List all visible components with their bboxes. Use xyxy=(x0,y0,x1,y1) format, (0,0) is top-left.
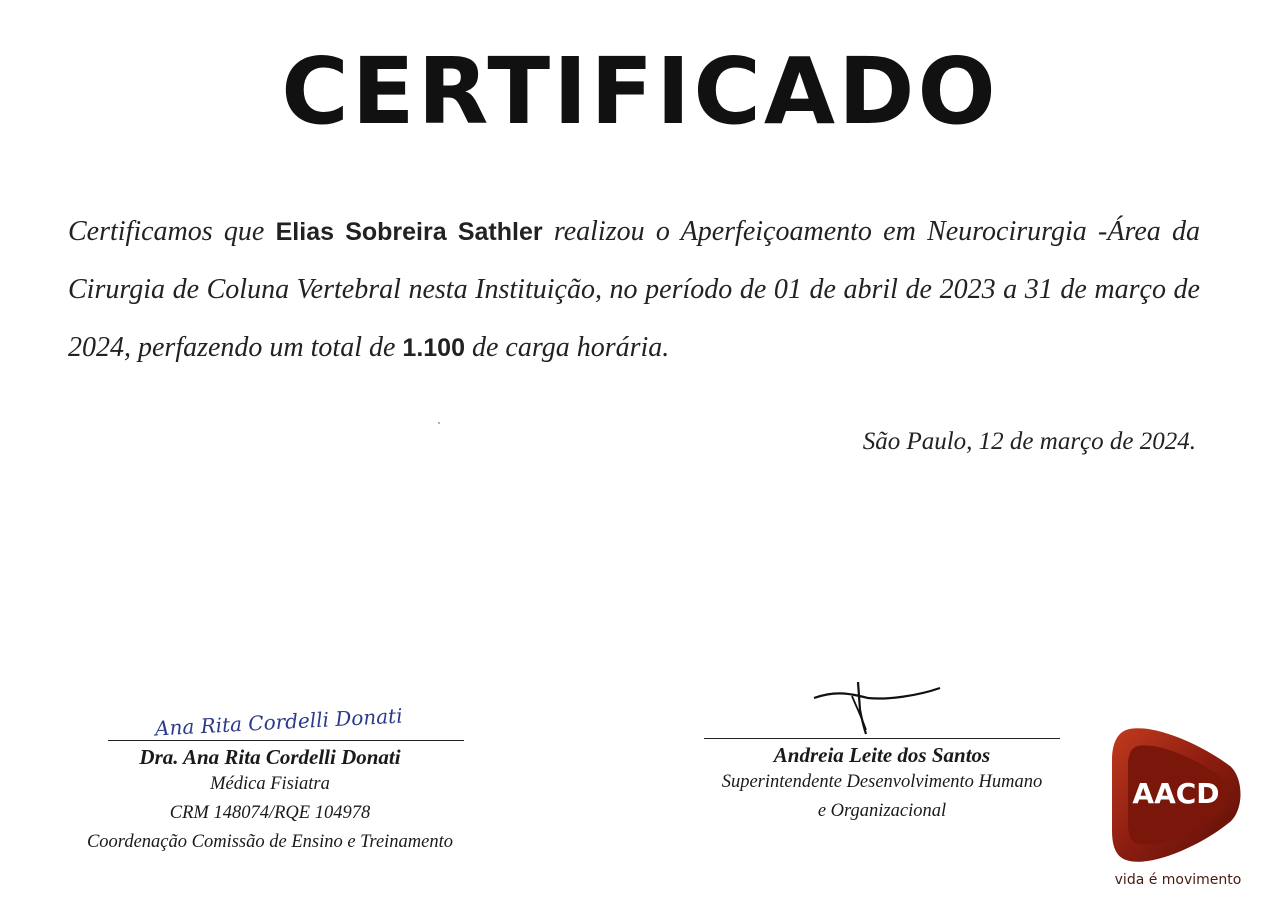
signer-department-left: Coordenação Comissão de Ensino e Treinamento xyxy=(86,832,454,852)
signer-name-left: Dra. Ana Rita Cordelli Donati xyxy=(139,745,401,769)
hours-value: 1.100 xyxy=(402,334,465,362)
signatory-right xyxy=(672,676,1092,826)
signature-line-left xyxy=(108,740,464,741)
logo-text: AACD xyxy=(1132,777,1220,810)
aacd-logo xyxy=(1108,722,1248,892)
place-date: São Paulo, 12 de março de 2024. xyxy=(862,428,1196,455)
handwritten-signature-right xyxy=(672,676,1092,738)
signatory-left xyxy=(60,700,480,857)
signer-title-right-cont: e Organizacional xyxy=(817,801,947,821)
body-intro: Certificamos que xyxy=(68,216,276,247)
speck xyxy=(438,422,440,424)
logo-tagline: vida é movimento xyxy=(1114,872,1242,888)
signer-registration-left: CRM 148074/RQE 104978 xyxy=(169,803,371,823)
signature-line-right xyxy=(704,738,1060,739)
recipient-name: Elias Sobreira Sathler xyxy=(275,218,543,246)
signer-name-right: Andreia Leite dos Santos xyxy=(773,743,991,767)
handwritten-signature-left xyxy=(60,700,480,740)
signer-title-right: Superintendente Desenvolvimento Humano xyxy=(721,772,1043,792)
signer-title-left: Médica Fisiatra xyxy=(210,774,330,794)
certificate-title: CERTIFICADO xyxy=(281,38,999,145)
svg-text:Ana Rita Cordelli Donati: Ana Rita Cordelli Donati xyxy=(154,703,404,740)
body-middle: realizou o Aperfeiçoamento em Neurocirurgia -Área da Cirurgia de Coluna Vertebral nesta Instituição, no período de 01 de abril de 2023 a 31 de março de 2024, perfazendo um total de xyxy=(68,216,1201,363)
certificate-body xyxy=(68,203,1200,377)
body-end: de carga horária. xyxy=(464,332,670,363)
